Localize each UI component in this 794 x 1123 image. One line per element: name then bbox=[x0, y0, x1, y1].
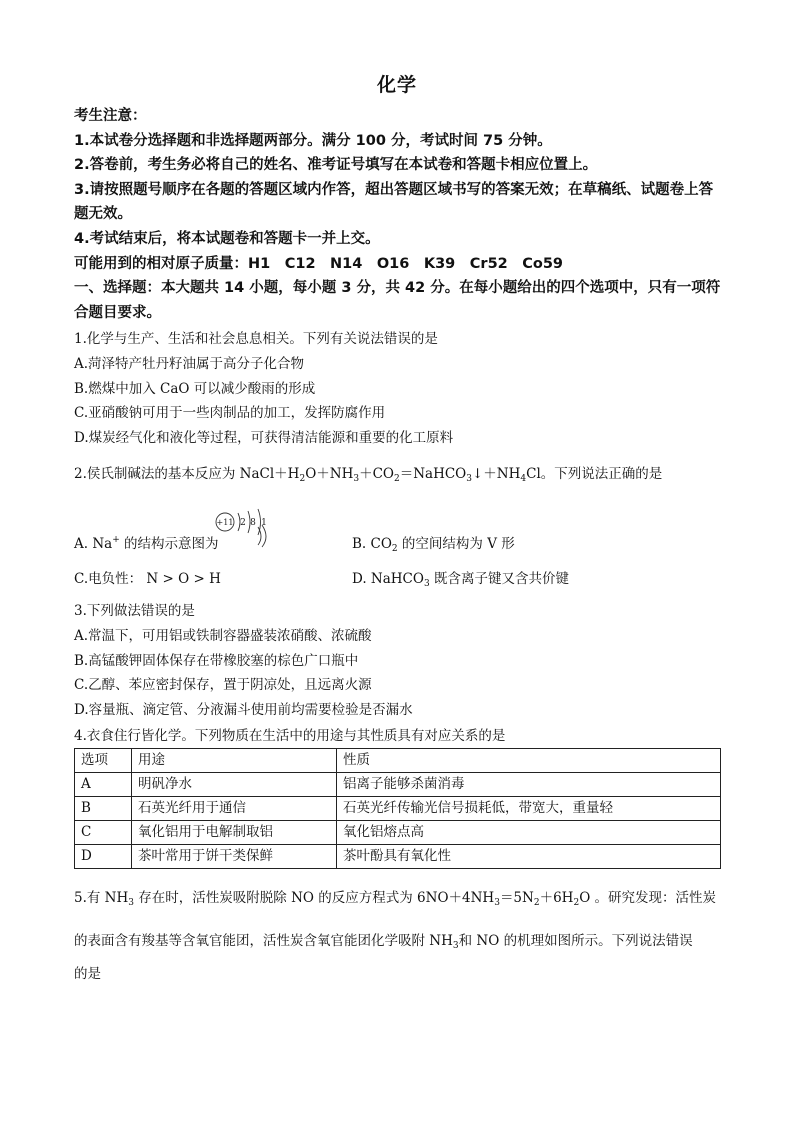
table-cell: 氧化铝熔点高 bbox=[337, 821, 721, 845]
question-2-option-a: A. Na+ 的结构示意图为 bbox=[74, 535, 219, 552]
table-row bbox=[75, 845, 721, 869]
question-1 bbox=[74, 327, 453, 451]
atom-nucleus-label: +11 bbox=[216, 518, 234, 527]
table-cell: C bbox=[75, 821, 132, 845]
table-header-row bbox=[75, 749, 721, 773]
question-1-stem: 1.化学与生产、生活和社会息息相关。下列有关说法错误的是 bbox=[74, 331, 438, 347]
question-3-stem: 3.下列做法错误的是 bbox=[74, 603, 195, 619]
table-cell: 明矾净水 bbox=[132, 773, 337, 797]
table-row bbox=[75, 773, 721, 797]
notice-heading: 考生注意： bbox=[74, 108, 147, 124]
table-header-cell: 选项 bbox=[75, 749, 132, 773]
table-cell: D bbox=[75, 845, 132, 869]
question-3-option-a: A.常温下，可用铝或铁制容器盛装浓硝酸、浓硫酸 bbox=[74, 627, 372, 644]
table-cell: 氧化铝用于电解制取铝 bbox=[132, 821, 337, 845]
question-2-option-d: D. NaHCO$_3$ 既含离子键又含共价键 bbox=[352, 571, 569, 589]
notice-item-1: 1.本试卷分选择题和非选择题两部分。满分 100 分，考试时间 75 分钟。 bbox=[74, 132, 552, 149]
question-3-option-d: D.容量瓶、滴定管、分液漏斗使用前均需要检验是否漏水 bbox=[74, 702, 413, 719]
question-2-stem: 2.侯氏制碱法的基本反应为 $NaCl+H_2O+NH_3+CO_2=NaHCO_3↓+NH_4Cl$。下列说法正确的是 bbox=[74, 466, 663, 484]
question-3-option-c: C.乙醇、苯应密封保存，置于阴凉处，且远离火源 bbox=[74, 677, 372, 694]
table-cell: B bbox=[75, 797, 132, 821]
notice-item-4: 4.考试结束后，将本试题卷和答题卡一并上交。 bbox=[74, 230, 380, 247]
exam-notice bbox=[74, 104, 724, 325]
table-row bbox=[75, 821, 721, 845]
question-1-option-d: D.煤炭经气化和液化等过程，可获得清洁能源和重要的化工原料 bbox=[74, 430, 454, 447]
atomic-mass-line: 可能用到的相对原子质量：H1 C12 N14 O16 K39 Cr52 Co59 bbox=[74, 255, 564, 272]
shell-1-count: 2 bbox=[240, 518, 246, 528]
question-5-line-2: 的表面含有羧基等含氧官能团，活性炭含氧官能团化学吸附 $NH_3$和 NO 的机理如图所示。下列说法错误 bbox=[74, 933, 693, 951]
table-header-cell: 性质 bbox=[337, 749, 721, 773]
table-cell: 茶叶常用于饼干类保鲜 bbox=[132, 845, 337, 869]
notice-item-2: 2.答卷前，考生务必将自己的姓名、准考证号填写在本试卷和答题卡相应位置上。 bbox=[74, 157, 598, 174]
question-1-option-a: A.菏泽特产牡丹籽油属于高分子化合物 bbox=[74, 355, 305, 372]
sodium-ion-structure-diagram bbox=[214, 505, 274, 549]
table-cell: 石英光纤用于通信 bbox=[132, 797, 337, 821]
question-1-option-b: B.燃煤中加入 CaO 可以减少酸雨的形成 bbox=[74, 380, 316, 397]
table-cell: 石英光纤传输光信号损耗低，带宽大，重量轻 bbox=[337, 797, 721, 821]
section-1-heading: 一、选择题：本大题共 14 小题，每小题 3 分，共 42 分。在每小题给出的四个选项中，只有一项符合题目要求。 bbox=[74, 280, 721, 321]
shell-2-count: 8 bbox=[250, 518, 256, 528]
notice-item-3: 3.请按照题号顺序在各题的答题区域内作答，超出答题区域书写的答案无效；在草稿纸、试题卷上答题无效。 bbox=[74, 181, 714, 223]
question-5-line-1: 5.有 $NH_3$ 存在时，活性炭吸附脱除 NO 的反应方程式为 $6NO+4NH_3=5N_2+6H_2O$ 。研究发现：活性炭 bbox=[74, 890, 717, 908]
question-2-option-b: B. $CO_2$ 的空间结构为 V 形 bbox=[352, 536, 515, 554]
question-3-option-b: B.高锰酸钾固体保存在带橡胶塞的棕色广口瓶中 bbox=[74, 652, 359, 669]
question-1-option-c: C.亚硝酸钠可用于一些肉制品的加工，发挥防腐作用 bbox=[74, 405, 386, 422]
table-cell: 茶叶酚具有氧化性 bbox=[337, 845, 721, 869]
question-4-stem: 4.衣食住行皆化学。下列物质在生活中的用途与其性质具有对应关系的是 bbox=[74, 728, 506, 744]
table-row bbox=[75, 797, 721, 821]
question-3 bbox=[74, 599, 413, 723]
question-4-table bbox=[74, 748, 721, 869]
shell-3-count: 1 bbox=[261, 518, 267, 528]
question-2-option-c: C.电负性： N > O > H bbox=[74, 571, 221, 587]
question-5-line-3: 的是 bbox=[74, 966, 101, 982]
table-cell: 铝离子能够杀菌消毒 bbox=[337, 773, 721, 797]
table-cell: A bbox=[75, 773, 132, 797]
table-header-cell: 用途 bbox=[132, 749, 337, 773]
page-title: 化学 bbox=[376, 74, 417, 96]
